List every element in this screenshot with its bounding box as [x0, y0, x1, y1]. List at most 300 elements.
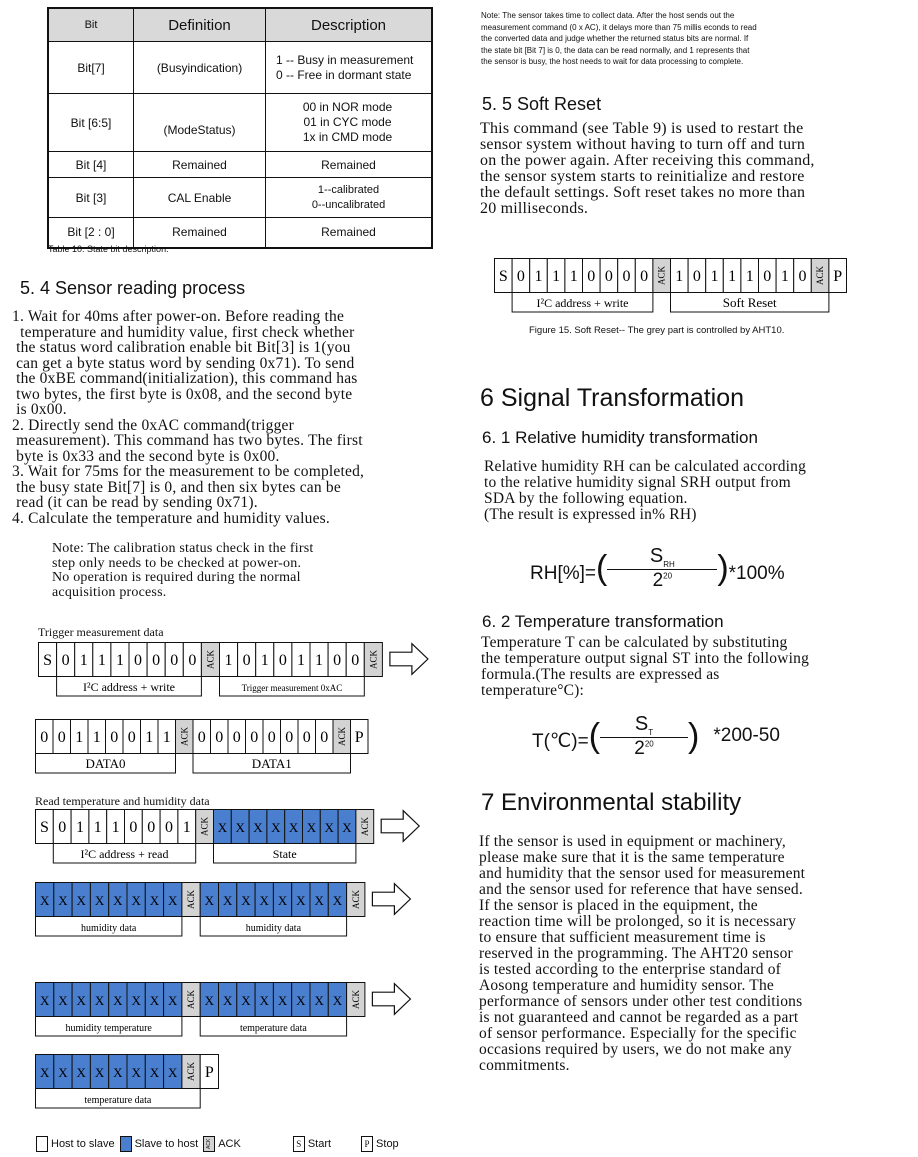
slave-bit-cell [109, 1055, 127, 1089]
table-cell: (ModeStatus) [134, 94, 266, 152]
bit-cell-text: X [131, 893, 141, 908]
bit-cell-text: 0 [61, 652, 70, 669]
bit-cell [741, 259, 759, 293]
ack-cell [364, 643, 382, 677]
slave-bit-cell [285, 810, 303, 844]
table-cell: CAL Enable [134, 178, 266, 218]
t-eq-num: $S_T$ [600, 713, 688, 738]
bit-cell [495, 259, 513, 293]
bit-cell-text: 0 [516, 268, 525, 285]
field-label [200, 1017, 346, 1037]
slave-bit-cell [90, 983, 108, 1017]
legend-stop-label: Stop [376, 1138, 399, 1150]
bit-cell [147, 643, 165, 677]
bit-cell-text: 1 [728, 268, 737, 285]
bit-frame-svg [35, 719, 372, 779]
soft-reset-frame [494, 258, 850, 323]
rh-eq-num: $S_{RH}$ [607, 545, 717, 570]
field-label-text: DATA0 [85, 756, 126, 771]
slave-bit-cell [320, 810, 338, 844]
read-frame-3 [35, 982, 412, 1047]
slave-bit-cell [255, 983, 273, 1017]
slave-bit-cell [164, 883, 182, 917]
bit-cell [160, 810, 178, 844]
slave-bit-cell [200, 983, 218, 1017]
bit-cell [36, 810, 54, 844]
bit-cell [107, 810, 125, 844]
read-frame-2 [35, 882, 412, 947]
bit-cell [71, 720, 89, 754]
bit-cell [75, 643, 93, 677]
legend [36, 1136, 399, 1152]
bit-cell-text: X [306, 820, 317, 835]
bit-cell-text: X [76, 993, 86, 1008]
slave-bit-cell [219, 883, 237, 917]
bit-cell [281, 720, 299, 754]
bit-cell [263, 720, 281, 754]
bit-cell-text: X [168, 1065, 178, 1080]
t-eq-tail: *200-50 [713, 725, 780, 746]
trigger-frame-2 [35, 719, 372, 784]
bit-cell-text: P [833, 268, 843, 285]
bit-cell-text: X [222, 893, 233, 908]
slave-bit-cell [90, 883, 108, 917]
desc-line: 0 -- Free in dormant state [276, 67, 412, 82]
table-cell: Bit[7] [48, 42, 134, 94]
table-cell [266, 94, 433, 152]
bit-cell-text: 0 [197, 729, 206, 746]
desc-line: 0--uncalibrated [311, 198, 386, 211]
bit-cell-text: X [168, 993, 178, 1008]
bit-cell [53, 720, 71, 754]
slave-bit-cell [237, 983, 255, 1017]
bit-cell-text: X [332, 993, 343, 1008]
slave-bit-cell [200, 883, 218, 917]
bit-cell [328, 643, 346, 677]
slave-bit-cell [127, 883, 145, 917]
trigger-frame-1 [38, 642, 430, 707]
slave-bit-cell [303, 810, 321, 844]
field-label [214, 844, 356, 864]
table-header: Definition [134, 8, 266, 42]
field-label [193, 754, 351, 774]
bit-cell-text: 0 [278, 652, 287, 669]
bit-cell [298, 720, 316, 754]
table-caption: Table 10. State bit description. [48, 244, 169, 254]
slave-bit-cell [145, 1055, 163, 1089]
bit-cell-text: 1 [145, 729, 154, 746]
slave-bit-cell [249, 810, 267, 844]
bit-cell [794, 259, 812, 293]
slave-bit-cell [164, 983, 182, 1017]
table-header: Description [266, 8, 433, 42]
bit-cell [274, 643, 292, 677]
table-row [48, 178, 432, 218]
section-body-5-4: 1. Wait for 40ms after power-on. Before reading the temperature and humidity value, first check whether the status word calibration enable bit Bit[3] is 1(you can get a byte status word by sending 0x71). To send the 0xBE command(initialization), this command has two bytes, the first byte is 0x08, and the second byte is 0x00. 2. Directly send the 0xAC command(trigger measurement). This command has two bytes. The first byte is 0x33 and the second byte is 0x00. 3. Wait for 75ms for the measurement to be completed, the busy state Bit[7] is 0, and then six bytes can be read (it can be read by sending 0x71). 4. Calculate the temperature and humidity values. [12, 308, 365, 527]
bit-cell-text: 0 [320, 729, 329, 746]
bit-cell-text: 1 [97, 652, 106, 669]
bit-cell-text: ACK [186, 989, 197, 1010]
bit-frame-svg [35, 882, 412, 942]
bit-cell-text: ACK [336, 726, 347, 747]
bit-cell [310, 643, 328, 677]
bit-cell-text: 1 [92, 729, 101, 746]
field-label [36, 917, 182, 937]
bit-cell-text: 1 [675, 268, 684, 285]
table-cell: (Busyindication) [134, 42, 266, 94]
slave-bit-cell [109, 883, 127, 917]
bit-cell-text: 0 [604, 268, 613, 285]
bit-cell [88, 720, 106, 754]
bit-cell-text: X [204, 893, 215, 908]
bit-cell-text: ACK [368, 649, 379, 670]
bit-cell [256, 643, 274, 677]
field-label-text: State [272, 847, 297, 861]
bit-cell-text: 1 [315, 652, 324, 669]
bit-cell-text: 0 [622, 268, 631, 285]
field-label-text: Soft Reset [722, 295, 777, 310]
bit-cell-text: X [94, 993, 105, 1008]
bit-cell-text: X [314, 893, 324, 908]
bit-cell-text: 0 [127, 729, 136, 746]
field-label [53, 844, 195, 864]
bit-cell-text: X [296, 993, 306, 1008]
bit-cell-text: 0 [188, 652, 197, 669]
bit-cell [351, 720, 369, 754]
bit-cell [547, 259, 565, 293]
field-label-text: humidity temperature [65, 1023, 152, 1034]
section-body-7: If the sensor is used in equipment or machinery, please make sure that it is the same temperature and humidity that the sensor used for measurement and the sensor used for reference that have sensed. If the sensor is placed in the equipment, the reaction time will be prolonged, so it is necessary to ensure that sufficient measurement time is reserved in the programming. The AHT20 sensor is tested according to the enterprise standard of Aosong temperature and humidity sensor. The performance of sensors under other test conditions is not guaranteed and cannot be regarded as a part of sensor performance. Especially for the specific occasions required by users, we do not make any commitments. [479, 833, 806, 1074]
field-label-text: temperature data [84, 1095, 152, 1106]
bit-cell-text: X [39, 993, 50, 1008]
section-title-5-5: 5. 5 Soft Reset [482, 94, 602, 114]
field-label-text: I²C address + write [536, 296, 629, 310]
legend-host-label: Host to slave [51, 1138, 115, 1150]
table-row [48, 218, 432, 248]
slave-bit-cell [54, 1055, 72, 1089]
slave-bit-cell [90, 1055, 108, 1089]
bit-cell [600, 259, 618, 293]
continue-arrow [390, 644, 428, 675]
bit-cell-text: 0 [57, 729, 66, 746]
table-cell [266, 42, 433, 94]
slave-bit-cell [237, 883, 255, 917]
bit-cell-text: X [314, 993, 324, 1008]
bit-cell [123, 720, 141, 754]
bit-cell-text: 0 [250, 729, 259, 746]
table-cell: Remained [134, 152, 266, 178]
bit-cell-text: 0 [165, 819, 173, 836]
bit-frame-svg [35, 982, 412, 1042]
bit-cell [36, 720, 54, 754]
bit-cell-text: X [149, 1065, 160, 1080]
legend-slave-label: Slave to host [134, 1138, 199, 1150]
bit-cell-text: 0 [152, 652, 161, 669]
bit-cell-text: X [342, 820, 352, 835]
field-label-text: I²C address + write [82, 680, 176, 694]
bit-cell-text: 0 [640, 268, 649, 285]
figure-15-caption: Figure 15. Soft Reset-- The grey part is controlled by AHT10. [529, 325, 785, 336]
table-header-row [48, 8, 432, 42]
bit-cell [125, 810, 143, 844]
continue-arrow [372, 984, 410, 1015]
slave-bit-cell [72, 883, 90, 917]
bit-cell-text: 0 [134, 652, 143, 669]
bit-cell [39, 643, 57, 677]
bit-cell-text: X [58, 1065, 68, 1080]
rh-eq-rhs: )*100% [717, 548, 785, 587]
bit-cell-text: 0 [40, 729, 49, 746]
bit-cell-text: ACK [199, 816, 210, 837]
slave-bit-cell [219, 983, 237, 1017]
bit-cell-text: X [259, 893, 269, 908]
ack-cell [347, 883, 365, 917]
bit-cell [220, 643, 238, 677]
ack-cell [347, 983, 365, 1017]
bit-cell [618, 259, 636, 293]
bit-cell-text: X [94, 893, 105, 908]
table-cell: Remained [266, 218, 433, 248]
bit-cell-text: 1 [76, 819, 84, 836]
continue-arrow [381, 811, 419, 842]
ack-cell [201, 643, 219, 677]
bit-cell-text: 1 [780, 268, 789, 285]
bit-cell-text: X [131, 993, 141, 1008]
bit-cell [246, 720, 264, 754]
field-label [36, 1089, 201, 1109]
bit-cell-text: X [149, 993, 160, 1008]
bit-cell [635, 259, 653, 293]
ack-cell [653, 259, 671, 293]
slave-bit-cell [127, 1055, 145, 1089]
bit-cell-text: X [39, 1065, 50, 1080]
ack-cell [333, 720, 351, 754]
ack-cell [356, 810, 374, 844]
bit-cell-text: ACK [359, 816, 370, 837]
slave-bit-cell [328, 883, 346, 917]
field-label-text: humidity data [81, 923, 137, 934]
bit-cell-text: X [131, 1065, 141, 1080]
bit-cell-text: 1 [162, 729, 171, 746]
slave-bit-cell [109, 983, 127, 1017]
bit-cell-text: 1 [710, 268, 719, 285]
bit-cell [158, 720, 176, 754]
bit-cell [111, 643, 129, 677]
bit-cell [759, 259, 777, 293]
bit-cell [688, 259, 706, 293]
bit-cell [193, 720, 211, 754]
timing-note: Note: The sensor takes time to collect data. After the host sends out the measurement command (0 x AC), it delays more than 75 millis econds to read the converted data and judge whether the returned status bits are normal. If the state bit [Bit 7] is 0, the data can be read normally, and 1 represents that the sensor is busy, the host needs to wait for data processing to complete. [481, 11, 757, 66]
field-label-text: DATA1 [251, 756, 292, 771]
slave-bit-cell [127, 983, 145, 1017]
bit-cell-text: X [324, 820, 334, 835]
bit-cell [706, 259, 724, 293]
calibration-note: Note: The calibration status check in the first step only needs to be checked at power-on. No operation is required during the normal acquisition process. [52, 541, 314, 600]
rh-eq-den: $2^{20}$ [652, 569, 673, 591]
legend-stop-swatch: P [361, 1136, 373, 1152]
trigger-title: Trigger measurement data [38, 625, 164, 639]
slave-bit-cell [273, 883, 291, 917]
bit-cell [53, 810, 71, 844]
legend-start-label: Start [307, 1138, 332, 1150]
slave-bit-cell [145, 883, 163, 917]
bit-cell-text: S [498, 268, 508, 285]
bit-cell-text: X [288, 820, 299, 835]
t-eq-fraction [600, 713, 688, 760]
slave-bit-cell [54, 983, 72, 1017]
field-label [220, 677, 365, 697]
bit-cell-text: P [204, 1064, 214, 1081]
bit-cell [200, 1055, 218, 1089]
bit-cell-text: 1 [260, 652, 269, 669]
bit-cell-text: 1 [745, 268, 754, 285]
bit-cell [776, 259, 794, 293]
section-title-5-4: 5. 4 Sensor reading process [20, 278, 246, 298]
bit-cell [238, 643, 256, 677]
bit-cell [565, 259, 583, 293]
bit-cell-text: X [113, 993, 123, 1008]
field-label-text: humidity data [245, 923, 302, 934]
bit-cell-text: 0 [692, 268, 701, 285]
bit-cell [129, 643, 147, 677]
read-title: Read temperature and humidity data [35, 794, 210, 808]
slave-bit-cell [267, 810, 285, 844]
bit-cell-text: X [235, 820, 245, 835]
bit-cell [530, 259, 548, 293]
slave-bit-cell [273, 983, 291, 1017]
bit-cell-text: ACK [350, 989, 361, 1010]
bit-cell [89, 810, 107, 844]
bit-cell-text: 1 [569, 268, 578, 285]
section-body-6-1: Relative humidity RH can be calculated according to the relative humidity signal SRH output from SDA by the following equation. (The result is expressed in% RH) [484, 458, 807, 523]
field-label [57, 677, 202, 697]
bit-cell-text: X [76, 893, 86, 908]
bit-cell-text: 0 [215, 729, 224, 746]
bit-cell-text: X [277, 993, 288, 1008]
bit-cell [723, 259, 741, 293]
bit-cell-text: 0 [110, 729, 119, 746]
ack-cell [182, 1055, 200, 1089]
bit-cell [141, 720, 159, 754]
bit-cell [71, 810, 89, 844]
bit-cell [178, 810, 196, 844]
section-title-7: 7 Environmental stability [481, 789, 742, 816]
bit-cell-text: 1 [115, 652, 124, 669]
ack-cell [176, 720, 194, 754]
bit-cell-text: S [39, 819, 49, 836]
bit-cell-text: 1 [93, 819, 102, 836]
bit-frame-svg [35, 1054, 222, 1114]
field-label [200, 917, 346, 937]
slave-bit-cell [255, 883, 273, 917]
slave-bit-cell [310, 983, 328, 1017]
table-cell: Bit [2 : 0] [48, 218, 134, 248]
bit-cell [671, 259, 689, 293]
bit-cell [57, 643, 75, 677]
table-cell: Remained [266, 152, 433, 178]
bit-cell-text: X [58, 893, 68, 908]
table-cell: Bit [4] [48, 152, 134, 178]
field-label-text: Trigger measurement 0xAC [241, 683, 343, 693]
bit-cell-text: X [277, 893, 288, 908]
bit-cell [512, 259, 530, 293]
bit-cell-text: X [222, 993, 233, 1008]
desc-line: 1 -- Busy in measurement [276, 52, 414, 67]
bit-cell [211, 720, 229, 754]
field-label-text: I²C address + read [80, 847, 169, 861]
t-eq-lhs: T(℃)=( [532, 716, 601, 755]
bit-frame-svg [35, 809, 421, 869]
bit-cell [316, 720, 334, 754]
bit-cell-text: X [241, 893, 251, 908]
bit-cell-text: 1 [534, 268, 543, 285]
bit-cell [228, 720, 246, 754]
section-body-6-2: Temperature T can be calculated by substituting the temperature output signal ST into the following formula.(The results are expressed as temperature°C): [481, 634, 810, 699]
slave-bit-cell [292, 983, 310, 1017]
bit-cell-text: X [241, 993, 251, 1008]
bit-cell-text: X [259, 993, 269, 1008]
bit-cell [346, 643, 364, 677]
legend-ack-swatch: ACK [203, 1136, 215, 1152]
table-cell: Bit [6:5] [48, 94, 134, 152]
field-label-text: temperature data [239, 1023, 307, 1034]
ack-cell [811, 259, 829, 293]
bit-cell-text: 0 [285, 729, 294, 746]
bit-cell-text: 0 [333, 652, 342, 669]
bit-cell-text: P [354, 729, 364, 746]
slave-bit-cell [328, 983, 346, 1017]
bit-cell [292, 643, 310, 677]
bit-cell-text: 0 [147, 819, 156, 836]
bit-cell-text: ACK [350, 889, 361, 910]
bit-cell-text: ACK [186, 889, 197, 910]
desc-line: 01 in CYC mode [303, 115, 392, 129]
slave-bit-cell [72, 983, 90, 1017]
bit-cell-text: 0 [242, 652, 251, 669]
slave-bit-cell [164, 1055, 182, 1089]
table-row [48, 94, 432, 152]
legend-host-swatch [36, 1136, 48, 1152]
table-cell: Remained [134, 218, 266, 248]
bit-cell-text: ACK [656, 265, 667, 286]
table-row [48, 42, 432, 94]
bit-cell-text: X [296, 893, 306, 908]
bit-cell-text: 0 [351, 652, 360, 669]
bit-cell-text: X [332, 893, 343, 908]
bit-cell-text: 0 [763, 268, 772, 285]
bit-frame-svg [494, 258, 850, 318]
bit-cell-text: 0 [232, 729, 241, 746]
slave-bit-cell [214, 810, 232, 844]
desc-line: 1--calibrated [317, 183, 380, 196]
bit-cell-text: ACK [186, 1061, 197, 1082]
bit-cell-text: X [253, 820, 263, 835]
ack-cell [182, 883, 200, 917]
bit-cell-text: X [113, 1065, 123, 1080]
bit-cell-text: X [149, 893, 160, 908]
ack-cell [196, 810, 214, 844]
bit-cell-text: X [39, 893, 50, 908]
table-cell: Bit [3] [48, 178, 134, 218]
bit-cell-text: 1 [224, 652, 233, 669]
bit-cell-text: 1 [75, 729, 84, 746]
bit-cell-text: X [94, 1065, 105, 1080]
bit-cell-text: 0 [267, 729, 276, 746]
legend-slave-swatch [120, 1136, 132, 1152]
table-header: Bit [48, 8, 134, 42]
bit-cell [165, 643, 183, 677]
field-label [36, 1017, 182, 1037]
